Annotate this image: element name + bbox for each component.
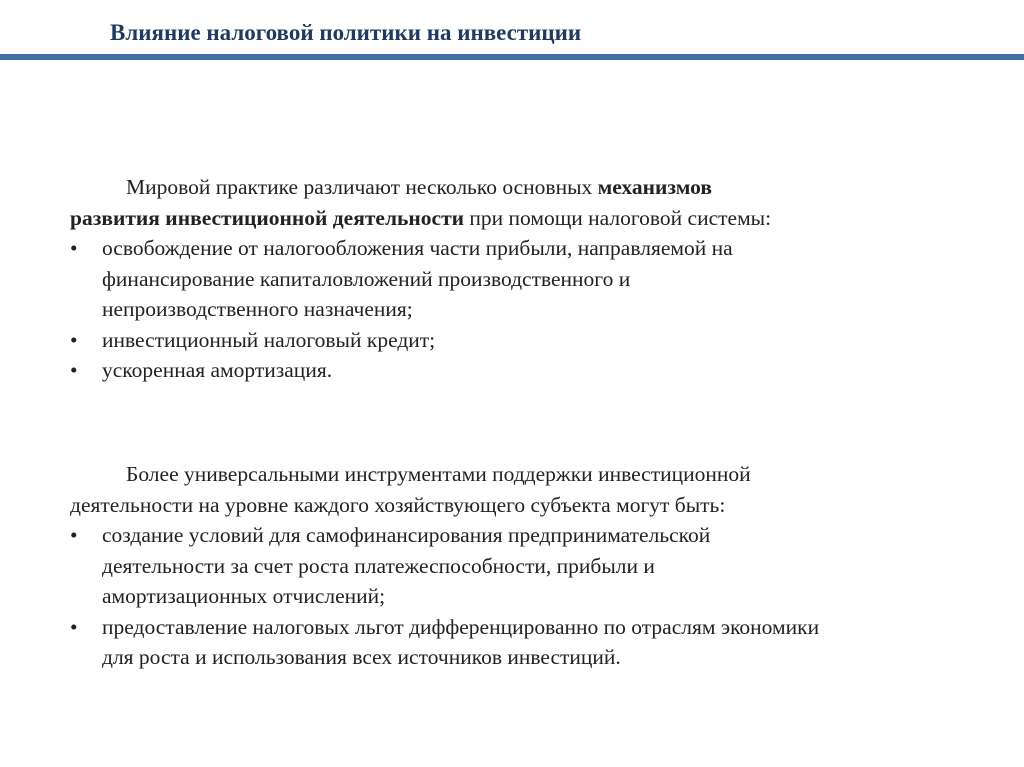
bullet-icon: • bbox=[70, 358, 78, 382]
list-item bbox=[70, 325, 990, 356]
list-item-line: освобождение от налогообложения части прибыли, направляемой на bbox=[102, 236, 733, 260]
list-item-line: предоставление налоговых льгот дифференцированно по отраслям экономики bbox=[102, 614, 820, 639]
bullet-icon: • bbox=[70, 236, 78, 260]
section-tools-intro-line2: деятельности на уровне каждого хозяйствующего субъекта могут быть: bbox=[70, 492, 726, 517]
list-item-line: финансирование капиталовложений производственного и bbox=[102, 266, 631, 291]
slide-title: Влияние налоговой политики на инвестиции bbox=[110, 20, 582, 45]
list-item-line: деятельности за счет роста платежеспособности, прибыли и bbox=[102, 553, 655, 578]
list-item-line: непроизводственного назначения; bbox=[102, 297, 413, 321]
section-mechanisms bbox=[70, 172, 990, 386]
bullet-icon: • bbox=[70, 327, 78, 352]
section-tools-intro-line1: Более универсальными инструментами поддержки инвестиционной bbox=[126, 462, 751, 486]
list-item bbox=[70, 612, 990, 673]
section-mechanisms-intro-line2 bbox=[70, 203, 990, 234]
list-item-line: инвестиционный налоговый кредит; bbox=[102, 327, 436, 352]
title-divider bbox=[0, 54, 1024, 60]
list-item bbox=[70, 355, 990, 386]
intro-bold-development: развития инвестиционной деятельности bbox=[70, 205, 465, 230]
intro-tail: при помощи налоговой системы: bbox=[464, 205, 772, 230]
bullet-icon: • bbox=[70, 614, 78, 639]
list-item-line: ускоренная амортизация. bbox=[102, 358, 333, 382]
mechanisms-list bbox=[70, 233, 990, 386]
bullet-icon: • bbox=[70, 523, 78, 547]
section-universal-tools bbox=[70, 459, 990, 673]
list-item bbox=[70, 233, 990, 325]
list-item bbox=[70, 520, 990, 612]
list-item-line: создание условий для самофинансирования предпринимательской bbox=[102, 523, 711, 547]
list-item-line: для роста и использования всех источников инвестиций. bbox=[102, 645, 621, 669]
section-mechanisms-intro-line1 bbox=[70, 172, 990, 203]
intro-text: Мировой практике различают несколько основных bbox=[126, 175, 598, 199]
intro-bold-mechanisms: механизмов bbox=[597, 175, 712, 199]
list-item-line: амортизационных отчислений; bbox=[102, 584, 386, 608]
tools-list bbox=[70, 520, 990, 673]
